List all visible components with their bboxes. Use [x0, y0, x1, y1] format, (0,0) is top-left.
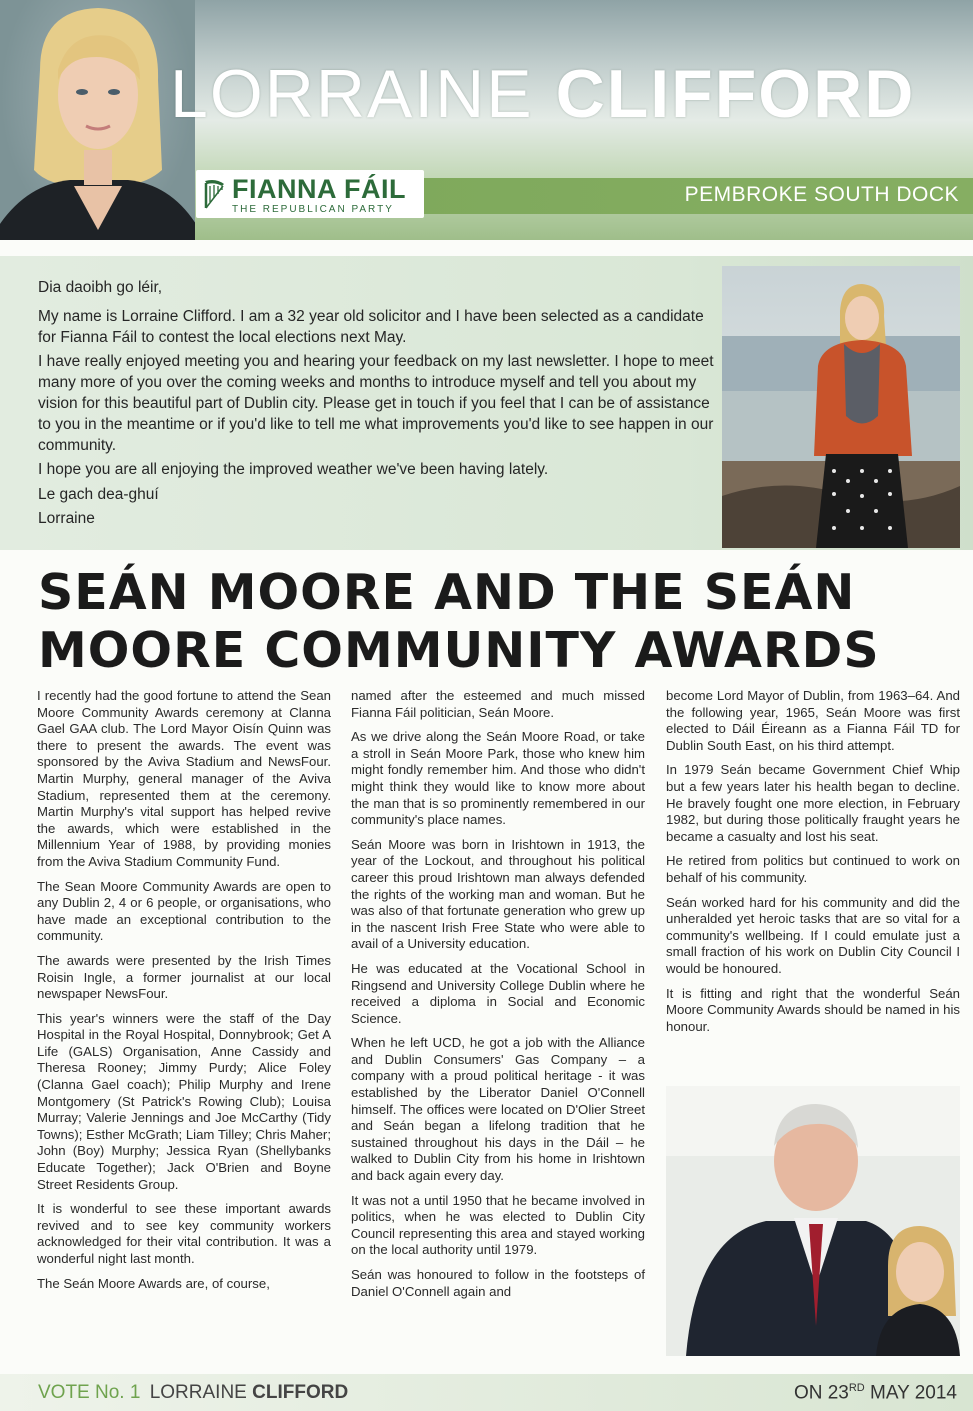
party-name: FIANNA FÁIL — [232, 174, 406, 204]
date-prefix: ON 23 — [793, 1382, 849, 1404]
vote-call — [38, 1382, 348, 1404]
article-paragraph: It was not a until 1950 that he became involved in politics, when he was elected to Dublin City Council representing this area and stayed working on the local authority until 1979. — [351, 1192, 645, 1258]
masthead — [0, 0, 973, 240]
article-paragraph: The Sean Moore Community Awards are open to any Dublin 2, 4 or 6 people, or organisations, who have made an exceptional contribution to the community. — [37, 878, 331, 944]
constituency-label: PEMBROKE SOUTH DOCK — [684, 183, 959, 206]
candidate-portrait — [0, 0, 195, 240]
article-column-1 — [37, 688, 331, 1300]
constituency-band — [410, 178, 973, 214]
footer-bar — [0, 1374, 973, 1411]
article-paragraph: As we drive along the Seán Moore Road, or take a stroll in Seán Moore Park, those who knew him might fondly remember him. And those who didn't might think they would like to know more about the man that is so prominently remembered in our community's place names. — [351, 729, 645, 828]
article-paragraph: The awards were presented by the Irish Times Roisin Ingle, a former journalist at our local newspaper NewsFour. — [37, 952, 331, 1002]
article-paragraph: When he left UCD, he got a job with the Alliance and Dublin Consumers' Gas Company – a company with a proud political heritage - it was established by the Liberator Daniel O'Connell himself. The offices were located on D'Olier Street and Seán began a lifelong tradition that he sustained throughout his days in the Dáil – he walked to Dublin City from his home in Irishtown and back again every day. — [351, 1035, 645, 1184]
candidate-last-name: CLIFFORD — [555, 56, 916, 132]
article-paragraph: Seán Moore was born in Irishtown in 1913, the year of the Lockout, and throughout his political career this proud Irishtown man always defended the rights of the working man and woman. But he was also of that fortunate generation who grew up in the nascent Irish Free State who were able to avail of a University education. — [351, 836, 645, 952]
article-paragraph: He was educated at the Vocational School in Ringsend and University College Dublin where he received a diploma in Social and Economic Science. — [351, 960, 645, 1026]
letter-signature: Lorraine — [38, 510, 95, 527]
date-rest: MAY 2014 — [864, 1382, 957, 1404]
article-paragraph: Seán worked hard for his community and did the unheralded yet heroic tasks that are so vital for a community's wellbeing. If I could emulate just a small fraction of his work on Dublin City Council I would be honoured. — [666, 894, 960, 976]
election-date — [794, 1382, 957, 1404]
letter-greeting: Dia daoibh go léir, — [38, 279, 163, 296]
article-column-3 — [666, 688, 960, 1043]
article-headline: SEÁN MOORE AND THE SEÁN MOORE COMMUNITY AWARDS — [38, 564, 880, 679]
article-paragraph: In 1979 Seán became Government Chief Whip but a few years later his health began to decline. He bravely fought one more election, in February 1982, but during those politically fraught years he became a casualty and lost his seat. — [666, 762, 960, 844]
article-paragraph: become Lord Mayor of Dublin, from 1963–64. And the following year, 1965, Seán Moore was first elected to Dáil Éireann as a Fianna Fáil TD for Dublin South East, on his third attempt. — [666, 688, 960, 753]
letter-paragraph: I have really enjoyed meeting you and hearing your feedback on my last newsletter. I hope to meet many more of you over the coming weeks and months to introduce myself and tell you about my vision for this beautiful part of Dublin city. Please get in touch if you feel that I can be of assistance to you in the meantime or if you'd like to tell me what improvements you'd like to see happen in our community. — [38, 353, 714, 454]
harp-icon — [202, 178, 226, 210]
lord-mayor-photo — [666, 1086, 960, 1356]
footer-last-name: CLIFFORD — [252, 1382, 349, 1403]
article-paragraph: It is wonderful to see these important awards revived and to see key community workers acknowledged for their vital contribution. It was a wonderful night last month. — [37, 1201, 331, 1266]
candidate-name — [170, 56, 970, 132]
vote-label: VOTE No. 1 — [38, 1382, 141, 1403]
article-paragraph: It is fitting and right that the wonderful Seán Moore Community Awards should be named in his honour. — [666, 985, 960, 1034]
article-paragraph: He retired from politics but continued to work on behalf of his community. — [666, 853, 960, 885]
candidate-first-name: LORRAINE — [170, 56, 534, 132]
party-tagline: THE REPUBLICAN PARTY — [232, 204, 394, 215]
article-column-2 — [351, 688, 645, 1308]
candidate-seaside-photo — [722, 266, 960, 548]
date-suffix: RD — [848, 1382, 865, 1394]
party-logo — [196, 170, 424, 218]
letter-paragraph: My name is Lorraine Clifford. I am a 32 year old solicitor and I have been selected as a candidate for Fianna Fáil to contest the local elections next May. — [38, 308, 704, 346]
article-paragraph: I recently had the good fortune to attend the Sean Moore Community Awards ceremony at Clanna Gael GAA club. The Lord Mayor Oisín Quinn was there to present the awards. The event was sponsored by the Aviva Stadium and NewsFour. Martin Murphy, general manager of the Aviva Stadium, represented them at the ceremony. Martin Murphy's vital support has helped revive the awards, which were established in the Millennium Year of 1988, by providing monies from the Aviva Stadium Community Fund. — [37, 688, 331, 869]
article-paragraph: Seán was honoured to follow in the footsteps of Daniel O'Connell again and — [351, 1267, 645, 1299]
intro-letter — [0, 256, 973, 550]
letter-paragraph: I hope you are all enjoying the improved weather we've been having lately. — [38, 461, 549, 478]
letter-signoff: Le gach dea-ghuí — [38, 486, 159, 503]
article-paragraph: named after the esteemed and much missed Fianna Fáil politician, Seán Moore. — [351, 688, 645, 720]
footer-first-name: LORRAINE — [149, 1382, 247, 1403]
article-paragraph: The Seán Moore Awards are, of course, — [37, 1275, 270, 1291]
article-paragraph: This year's winners were the staff of the Day Hospital in the Royal Hospital, Donnybrook; Get A Life (GALS) Organisation, Anne Cassidy and Theresa Rooney; Jimmy Purdy; Alice Foley (Clanna Gael coach); Philip Murphy and Irene Montgomery (St Patrick's Rowing Club); Louisa Murray; Valerie Jennings and Joe McCarthy (Tidy Towns); Esther McGrath; Liam Tilley; Chris Maher; John (Boy) Murphy; Jessica Ryan (Shellybanks Educate Together); Jack O'Brien and Boyne Street Residents Group. — [37, 1010, 331, 1192]
